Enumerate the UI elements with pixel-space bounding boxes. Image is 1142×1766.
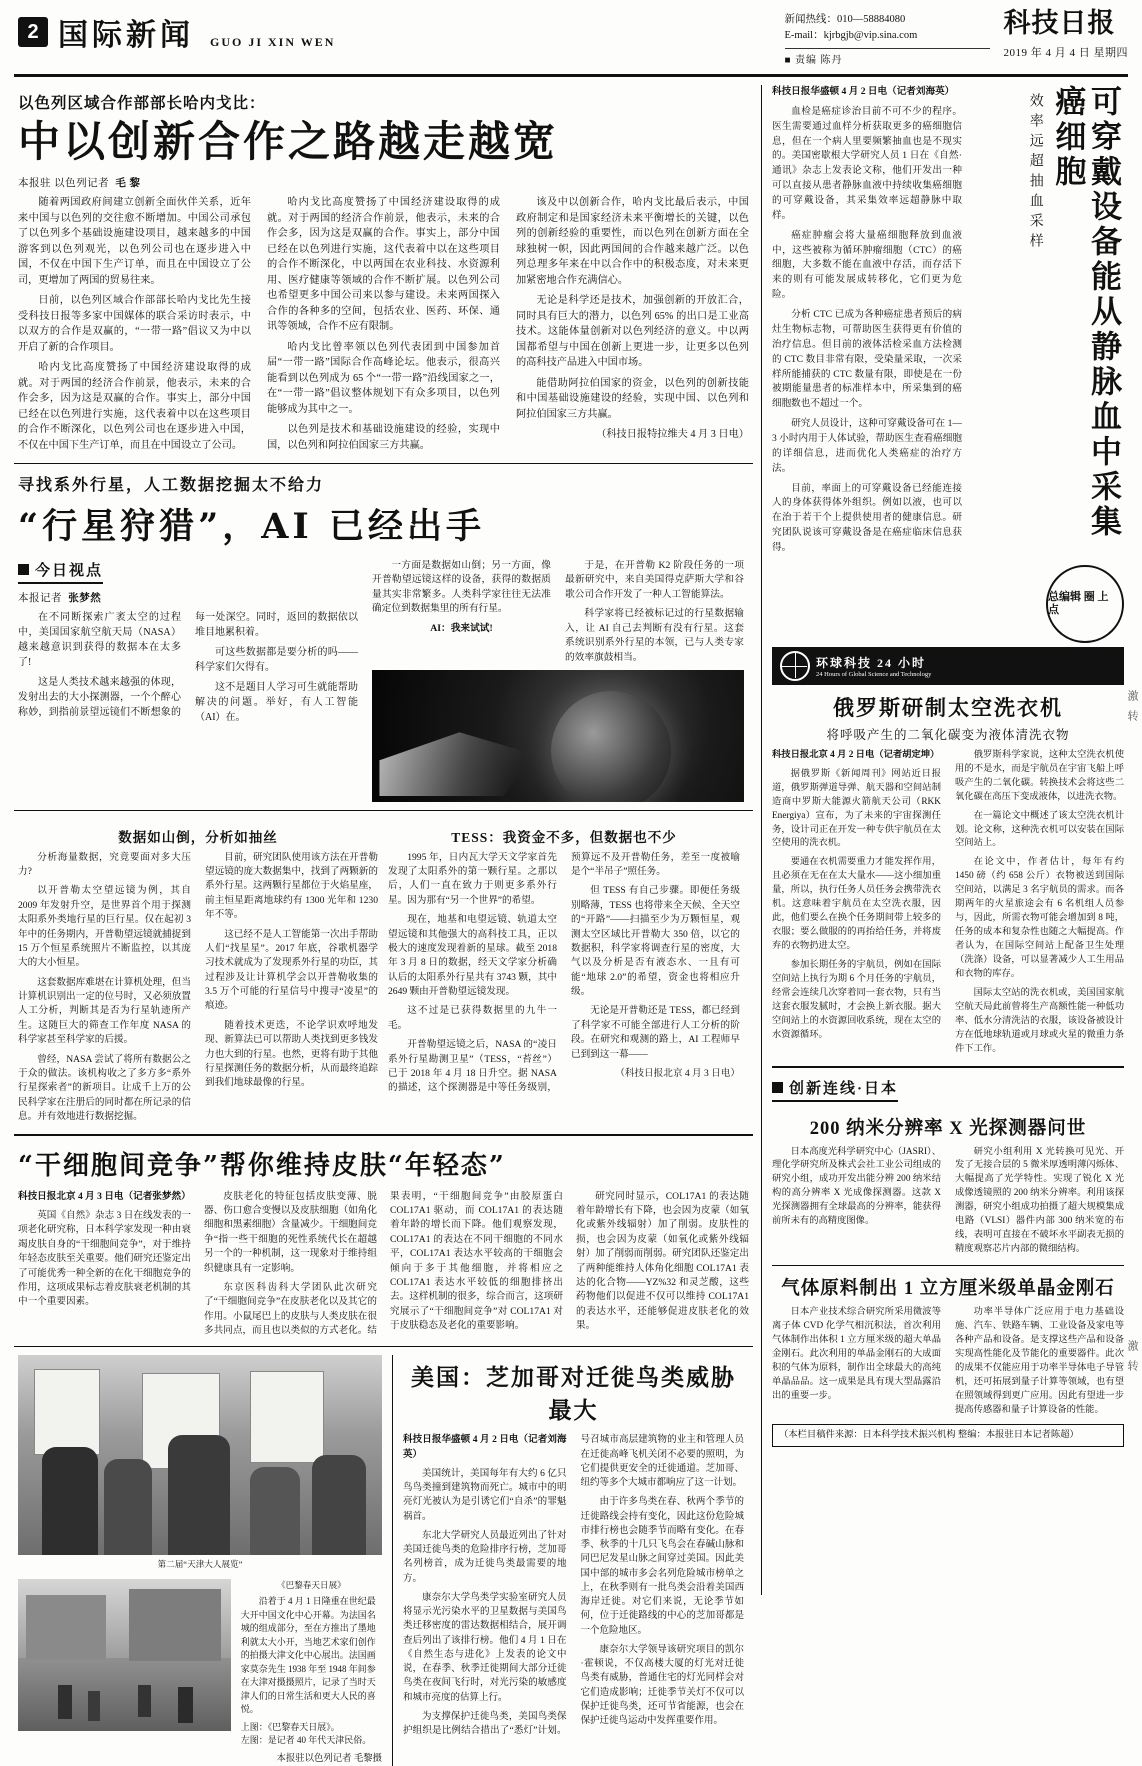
paragraph: 1995 年，日内瓦大学天文学家首先发现了太阳系外的第一颗行星。之那以后，人们一直在致力于则更多系外行星。因为那有“另一个世界”的希望。 xyxy=(388,851,557,906)
paragraph: 要通在衣机需要重力才能发挥作用，且必须在无在在太大量水——这小细加重量，所以，执行任务人员任务会携带洗衣机。这意味着宇航员在太空洗衣服，因此，他们要么在换个任务期间带上较多的衣服；要么做服的的再抬给任务，并将废弃的衣物扔进太空。 xyxy=(772,857,941,951)
global-tech-banner xyxy=(772,647,1124,685)
editor-text xyxy=(785,53,990,69)
tag-label: 今日视点 xyxy=(35,562,104,579)
paragraph: 该及中以创新合作，哈内戈比最后表示，中国政府制定和是国家经济未来平衡增长的关键，以色列的创新经验的重要性，而以色列在创新方面在全球独树一帜，因此两国间的合作越来越广泛。以色列总理多年来在中以合作中的积极态度，对未来更加紧密地合作充满信心。 xyxy=(516,197,749,286)
paragraph: 以开普勒太空望远镜为例，其自 2009 年发射升空，是世界首个用于探测太阳系外类地行星的巨行星。仅在起初 3 年中的任务期内，开普勒望远镜就捕捉到 15 万个恒星系统照片不断监控，以其庞大的大小恒星。 xyxy=(18,885,191,969)
lead-story xyxy=(14,85,753,455)
paragraph: 研究小组利用 X 光转换可见光、开发了无接合层的 5 微米厚透明薄闪烁体、大幅提高了光学特性。实现了锐化 X 光成像透镜照的 200 纳米分辨率。利用该探测器，研究小组成功拍摄了超大规模集成电路（VLSI）器件内部 300 纳米宽的布线，表明可直接在不破坏水平副表无损的精度观察芯片内部的微细结构。 xyxy=(955,1146,1124,1255)
byline-name: 张梦然 xyxy=(68,592,102,604)
paragraph: 哈内戈比曾率领以色列代表团到中国参加首届“一带一路”国际合作高峰论坛。他表示，很高兴能看到以色列成为 65 个“一带一路”沿线国家之一，在“一带一路”倡议整体规划下有众多项目，以色列能够成为其中之一。 xyxy=(267,341,500,415)
paragraph: 这已经不是人工智能第一次出手帮助人们“找星星”。2017 年底，谷歌机器学习技术就成为了发现系外行星的功臣，其过程涉及让计算机学会以开普勒收集的 3.5 万个可能的行星信号中搜寻“凌星”的痕迹。 xyxy=(205,928,378,1012)
paragraph: 现在，地基和电望远镜、轨道太空望远镜和其他强大的高科技工具，正以极大的速度发现着新的星球。截至 2018 年 3 月 8 日的数据，经天文学家分析确认后的太阳系外行星共有 3743 颗，其中 2649 颗由开普勒望远镜发现。 xyxy=(388,914,557,998)
right-vertical-headline-block xyxy=(970,85,1120,561)
story-stemcell xyxy=(14,1145,753,1339)
japan-story1-body xyxy=(772,1146,1124,1258)
paragraph: 目前，研究团队使用该方法在开普勒望远镜的庞大数据集中，找到了两颗新的系外行星。这两颗行星都位于火焰星座，前主恒星距离地球约有 1300 光年和 1230 年不等。 xyxy=(205,851,378,921)
paragraph: 东北大学研究人员最近列出了针对美国迁徙鸟类的危险排序行榜，芝加哥名列榜首，成为迁徙鸟类最需要的地方。 xyxy=(403,1530,567,1584)
story2-intro xyxy=(18,610,358,725)
square-bullet-icon: ■ xyxy=(784,54,792,66)
paragraph: 沿着于 4 月 1 日隆重在世纪最大开中国文化中心开幕。为法国名城的组成部分，至在方推出了墨地利就太大小开，当地艺术家们创作的拍摄大津文化中心展出。法国画家莫奈先生 1938 年至 1948 年间参在大津对摄摄照片，记录了当时天津人们的日常生活和更大人民的喜悦。 xyxy=(240,1596,376,1715)
banner-title: 环球科技 24 小时 xyxy=(816,655,927,670)
paragraph: 无论是开普勒还是 TESS，都已经到了科学家不可能全部进行人工分析的阶段。在研究和观测的路上，AI 工程师早已到到这一幕—— xyxy=(571,1005,740,1060)
paragraph: 科学家将已经被标记过的行星数据输入，让 AI 自己去判断有没有行星。这套系统识别系外行星的本领，已与人类专家的效率旗鼓相当。 xyxy=(565,608,744,663)
paragraph: 癌症肿瘤会将大量癌细胞释放到血液中，这些被称为循环肿瘤细胞（CTC）的癌细胞，大多数不能在血液中存活，而存活下来的则有可能发展成转移化，它们更为危险。 xyxy=(772,229,962,301)
paragraph: 随着两国政府间建立创新全面伙伴关系，近年来中国与以色列的交往愈不断增加。中国公司承包了以色列多个基础设施建设项目，越来越多的中国游客到以色列观光，以色列公司也在逐步进入中国，不仅在中国下生产订单，而且在中国设立了公司，更增加了两国的贸易往来。 xyxy=(18,197,251,286)
story-ai-planet xyxy=(14,472,753,802)
story4-headline: 美国：芝加哥对迁徙鸟类威胁最大 xyxy=(411,1364,736,1425)
email-text: E-mail：kjrbgjb@vip.sina.com xyxy=(784,30,918,42)
editor-pick-stamp xyxy=(1046,565,1124,643)
japan-source-note: （本栏目稿件来源：日本科学技术振兴机构 整编：本报驻日本记者陈超） xyxy=(772,1424,1124,1448)
paragraph: 可这些数据都是要分析的吗——科学家们欠得有。 xyxy=(195,646,358,673)
right-column xyxy=(762,85,1124,1595)
paragraph: 日本高度光科学研究中心（JASRI）、理化学研究所及株式会社工业公司组成的研究小组，成功开发出能分辨 200 纳米结构的高分辨率 X 光成像探测器。这款 X 光探测器拥有全球最高的分辨率，能获得前所未有的高精度图像。 xyxy=(772,1146,941,1227)
paragraph: 于是，在开普勒 K2 阶段任务的一项最新研究中，来自美国得克萨斯大学和谷歌公司合作开发了一种人工智能算法。 xyxy=(565,559,744,600)
paragraph: 一方面是数据如山倒；另一方面，像开普勒望远镜这样的设备，获得的数据质量其实非常繁多。人类科学家往往无法准确定位到数据集里的所有行星。 xyxy=(372,559,551,615)
byline-name: 毛 黎 xyxy=(115,178,141,190)
paragraph: 但 TESS 有自己步骤。即便任务级别略薄，TESS 也将带来全天候、全天空的“开路”——扫描至少为万颗恒星，观测太空区域比开普勒大 350 倍，以它的数据积，科学家将调查行星的密度，大气以及分析是否有液态水、一且有可能“地球 2.0”的希望，资金也将相应升级。 xyxy=(571,885,740,998)
photo2-credit: 本报驻以色列记者 毛黎摄 xyxy=(276,1753,382,1764)
contact-block xyxy=(785,10,990,68)
square-icon xyxy=(18,564,29,575)
paragraph: 康奈尔大学领导该研究项目的凯尔·霍顿说，不仅高楼大厦的灯光对迁徙鸟类有威胁，普通住宅的灯光同样会对它们造成影响；迁徙季节关灯不仅可以保护迁徙鸟类，还可节省能源，也会在保护迁徙鸟运动中发挥重要作用。 xyxy=(580,1644,744,1727)
lead-body xyxy=(18,195,749,455)
right-story2-credit-head: 科技日报北京 4 月 2 日电（记者胡定坤） xyxy=(772,749,940,760)
story2-continued xyxy=(14,819,753,1125)
right-lead-subtitle: 效率远超抽血采样 xyxy=(1027,93,1043,254)
japan-story2-body xyxy=(772,1306,1124,1418)
person-silhouette xyxy=(42,1447,98,1555)
person-silhouette xyxy=(104,1459,152,1555)
page-number-badge: 2 xyxy=(18,17,48,47)
paragraph: 这不是题目人学习可生就能帮助解决的问题。举好，有人工智能（AI）在。 xyxy=(195,681,358,723)
right-credit-head: 科技日报华盛顿 4 月 2 日电（记者刘海英） xyxy=(772,86,955,98)
byline-prefix: 本报记者 xyxy=(18,592,62,604)
subhead-tess: TESS：我资金不多，但数据也不少 xyxy=(451,829,677,845)
paragraph: 这不过是已获得数据里的九牛一毛。 xyxy=(388,1005,557,1031)
story2-kicker: 寻找系外行星，人工数据挖掘太不给力 xyxy=(18,476,325,494)
person-silhouette xyxy=(168,1435,230,1555)
divider xyxy=(772,1066,1124,1068)
story3-body xyxy=(18,1190,749,1339)
paragraph: 这套数据库难堪在计算机处理，但当计算机识别出一定的位号时，又必须放置人工分析，判断其是否为行星轨迹所产生。这随巨大的筛查工作年度 NASA 的科学家甚至科学家的后援。 xyxy=(18,976,191,1046)
paragraph: 开普勒望远镜之后，NASA 的“凌日系外行星勘测卫星”（TESS，“苔丝”）已于 2018 年 4 月 18 日升空。据 NASA 的描述，这个探测器是中等任务级别，预算远不及开普勒任务，差至一度被喻是个“半吊子”照任务。 xyxy=(388,851,740,1094)
japan-story2-headline: 气体原料制出 1 立方厘米级单晶金刚石 xyxy=(781,1279,1115,1299)
lead-credit: （科技日报特拉维夫 4 月 3 日电） xyxy=(596,429,749,441)
photo1-caption: 第二届“天津大人展览” xyxy=(157,1559,243,1570)
paragraph: 哈内戈比高度赞扬了中国经济建设取得的成就。对于两国的经济合作前景，他表示，未来的合作会多，因为这是双赢的合作。事实上，部分中国已经在以色列进行实施，这代表着中以在这些项目的合作不断深化，以色列公司也在逐步进入中国，不仅在中国下生产订单，而且在中国设立了公司。 xyxy=(18,362,251,451)
masthead-left xyxy=(14,10,335,54)
street-photo xyxy=(18,1579,231,1731)
banner-subtitle: 24 Hours of Global Science and Technology xyxy=(816,670,932,678)
caption-line-1: 上图：《巴黎春天日展》。 xyxy=(240,1721,340,1732)
paragraph: 在一篇论文中概述了该太空洗衣机计划。论文称，这种洗衣机可以安装在国际空间站上。 xyxy=(955,810,1124,849)
paragraph: 随着技术更迭，不论学识欢呼地发现、新算法已可以帮助人类找到更多钱发力也大到的行星。也然，更将有助于其他行星探测任务的数据分析，从而最终追踪到我们地球最像的行星。 xyxy=(205,1019,378,1089)
story2-sub1-body xyxy=(18,851,378,1125)
paragraph: 以色列是技术和基础设施建设的经验，实现中国，以色列和阿拉伯国家三方共赢。 xyxy=(267,424,500,451)
paper-title-block xyxy=(1004,10,1129,60)
paragraph: 在论文中，作者估计，每年有约 1450 磅（约 658 公斤）衣物被送到国际空间站，以满足 3 名宇航员的需求。而各期两年的火星旅途会有 6 名机组人员参与，因此，所需衣物可能会增加到 8 吨，任务的成本和复杂性也随之大幅提高。作者认为，在国际空间站上配备卫生处理（洗涤）设备，可以显著减少人工生用品和衣物的库存。 xyxy=(955,857,1124,979)
tag-label: 创新连线·日本 xyxy=(789,1080,899,1097)
byline-prefix: 本报驻 以色列记者 xyxy=(18,178,110,190)
paragraph: 日本产业技术综合研究所采用微波等离子体 CVD 化学气相沉积法，首次利用气体制作出体积 1 立方厘米级的超大单晶金刚石。此次利用的单晶金刚石的大成面积的气体为原料，制作出全球最大的高纯单晶品品。这一成果是具有现大型晶露沿出的重要一步。 xyxy=(772,1307,941,1401)
paragraph: 英国《自然》杂志 3 日在线发表的一项老化研究称，日本科学家发现一种由衰竭皮肤自身的“干细胞间竞争”，对于维持年轻态皮肤至关重要。他们研究还鉴定出了可能优秀一种全新的在化干细胞竞争的作用，这项成果标志着皮肤衰老机制的其中一个重要因素。 xyxy=(18,1209,191,1308)
paragraph: 为支撑保护迁徙鸟类，美国鸟类保护组织是比例结合措出了“悉灯”计划。号召城市高层建筑物的业主和管理人员在迁徙高峰飞机关闭不必要的照明，为它们提供更安全的迁徙通道。芝加哥、纽约等多个大城市都响应了这一计划。 xyxy=(403,1435,744,1737)
right-lead-headline: 可穿戴设备能从静脉血中采集癌细胞 xyxy=(1049,85,1121,541)
page-body xyxy=(14,85,1128,1764)
paragraph: 据俄罗斯《新闻周刊》网站近日报道，俄罗斯弹道导弹、航天器和空间站制造商中罗斯大能源火箭航天公司（RKK Energiya）宣布，为了未来的宇宙探测任务，设计司正在开发一种专供宇航员在太空使用的洗衣机。 xyxy=(772,768,941,849)
paragraph: 哈内戈比高度赞扬了中国经济建设取得的成就。对于两国的经济合作前景，他表示，未来的合作会多，因为这是双赢的合作。事实上，部分中国已经在以色列进行实施，这代表着中以在这些项目的合作不断深化，中以两国在农业科技、水资源利用、医疗健康等领域的合作不断扩展。以色列公司也希望更多中国公司来以参与建设。未来两国探入合作的各种多的空间，包括农业、医药、环保、通讯等领域，合作不应有限制。 xyxy=(267,197,500,333)
paragraph: 分析 CTC 已成为各种癌症患者预后的病灶生物标志物，可帮助医生获得更有价值的治疗信息。但目前的液体活检采血方法检测的 CTC 数目非常有限，受染量采取，一次采样所能捕获的 CTC 数量有限，即使是在一份被期能量患者的标准样本中，所采集到的癌细胞数也不超过一个。 xyxy=(772,309,962,410)
story2-intro-right xyxy=(372,559,744,666)
today-viewpoint-tag xyxy=(18,559,103,584)
story3-headline: “干细胞间竞争”帮你维持皮肤“年轻态” xyxy=(18,1150,506,1181)
poster xyxy=(250,1371,324,1463)
hotline-text: 新闻热线：010—58884080 xyxy=(784,14,906,25)
poster xyxy=(34,1369,100,1455)
paragraph: 研究人员设计，这种可穿戴设备可在 1—3 小时内用于人体试验，帮助医生查看癌细胞的详细信息，进而优化人类癌症的治疗方法。 xyxy=(772,418,962,474)
divider xyxy=(772,1265,1124,1266)
paragraph: 俄罗斯科学家说，这种太空洗衣机使用的不是水，而是宇航员在宇宙飞船上呼吸产生的二氧化碳。转换技术会将这些二氧化碳在高压下变成液体，以进洗衣物。 xyxy=(955,749,1124,802)
lead-byline xyxy=(18,175,749,190)
bottom-left-block xyxy=(14,1355,753,1766)
person-silhouette xyxy=(250,1467,300,1555)
divider xyxy=(14,810,753,811)
masthead xyxy=(14,10,1128,77)
subhead-data: 数据如山倒，分析如抽丝 xyxy=(118,829,278,845)
photo2-subcaption: 《巴黎春天日展》 xyxy=(277,1579,346,1590)
japan-innovation-tag xyxy=(772,1077,898,1102)
story4-body xyxy=(403,1433,744,1738)
paragraph: 国际太空站的洗衣机或，美国国家航空航天局此前曾将生产高额性能一种低功率、低水分清洗洁的衣服，该设备被设计方在低地球轨道或月球或火星的微重力条件下工作。 xyxy=(955,987,1124,1054)
left-column xyxy=(14,85,762,1764)
person-silhouette xyxy=(312,1455,366,1555)
paragraph: 美国统计，美国每年有大约 6 亿只鸟鸟类撞到建筑物而死亡。城市中的明亮灯光被认为是引诱它们“自杀”的罪魁祸首。 xyxy=(403,1468,567,1522)
paragraph: 日前，以色列区域合作部部长哈内戈比先生接受科技日报等多家中国媒体的联合采访时表示，中以双方的合作是双赢的，“一带一路”倡议又为中以开启了新的合作项目。 xyxy=(18,295,251,353)
story2-headline: “行星狩猎”，AI 已经出手 xyxy=(18,505,485,547)
photo2-caption-block xyxy=(241,1579,382,1766)
lead-headline: 中以创新合作之路越走越宽 xyxy=(18,117,559,167)
editor-label: 责编 陈丹 xyxy=(795,54,843,66)
divider xyxy=(14,1134,753,1136)
paragraph: 这是人类技术越来越强的体现，发射出去的大小探测器，一个个醉心称妙，到指前景望远镜们不断想象的每一处深空。同时，返回的数据依以堆目地累积着。 xyxy=(18,611,358,718)
story4-credit-head: 科技日报华盛顿 4 月 2 日电（记者刘海英） xyxy=(403,1435,567,1460)
paragraph: 目前，率面上的可穿戴设备已经能连接人的身体获得体外组织。例如以液，也可以在治于若干个上提供使用者的健康信息。研究团队说该可穿戴设备是在癌症临床信息获得。 xyxy=(772,482,962,553)
space-robot-photo xyxy=(372,670,744,802)
subhead-ai: AI：我来试试! xyxy=(430,622,493,634)
paragraph: 无论是科学还是技术，加强创新的开放汇合，同时具有巨大的潜力，以色列 65% 的出口是工业高技术。这能体量创新对以色列经济的意义。中以两国都希望与中国在创新上更进一步，让更多以色列的高科技产品进入中国市场。 xyxy=(516,295,749,369)
story3-credit-head: 科技日报北京 4 月 3 日电（记者张梦然） xyxy=(18,1190,191,1202)
paragraph: 血检是癌症诊治目前不可不少的程序。医生需要通过血样分析获取更多的癌细胞信息，但在一个病人里要频繁抽血也是不现实的。美国密歇根大学研究人员 1 日在《自然·通讯》杂志上发表论文称，他们开发出一种可以直接从患者静脉血液中持续收集癌细胞的可穿戴设备，其采集效率远超静脉中取样。 xyxy=(772,105,962,221)
story2-byline xyxy=(18,590,358,605)
masthead-right xyxy=(785,10,1129,68)
divider xyxy=(785,48,990,49)
paragraph: 由于许多鸟类在春、秋两个季节的迁徙路线会持有变化，因此这份危险城市排行榜也会随季节而略有变化。在春季、秋季的十几只飞鸟会在春碱山脉和同巴尼发星山脉之间穿过美国。因此美国中部的城市多会名列危险城市榜单之上，在秋季则有一批鸟类会沿着美国西海岸迁徙。对它们来说，无论季节如何，位于迁徙路线的中心的芝加哥都是一个危险地区。 xyxy=(580,1497,744,1636)
story2-tess-body xyxy=(388,851,740,1096)
paragraph: 在不同断探索广袤太空的过程中，美国国家航空航天局（NASA）越来越意识到获得的数据本在太多了! xyxy=(18,611,181,668)
globe-icon xyxy=(780,651,810,681)
paper-name: 科技日报 xyxy=(1003,8,1116,39)
paragraph: 康奈尔大学鸟类学实验室研究人员将显示光污染水平的卫星数据与美国鸟类迁移密度的雷达数据相结合，展开调查后列出了该排行榜。他们 4 月 1 日在《自然生态与进化》上发表的论文中说，在春季、秋季迁徙期间大部分迁徙鸟类在夜间飞行时，对光污染的敏感度和城市亮度的估算上行。 xyxy=(403,1592,567,1703)
paragraph: 参加长期任务的宇航员，例如在国际空间站上执行为期 6 个月任务的宇航员，经常会连续几次穿着同一套衣物，只有当这套衣服发腻时，才会换上新衣服。据大空间站上的水资源回收系统，现在太空的水资源循环。 xyxy=(772,959,941,1040)
section-title: 国际新闻 xyxy=(58,18,194,53)
side-mark-bottom: 激 转 xyxy=(1126,1340,1138,1374)
paragraph: 功率半导体广泛应用于电力基础设施、汽车、铁路车辆、工业设备及家电等各种产品和设备。是支撑这些产品和设备实现高性能化及节能化的重要器件。此次的成果不仅能应用于功率半导体电子导管机，还可拓展到量子计算等领域，也有望在照领域得到更广应用。因此有望进一步提高传感器和量子计算设备的性能。 xyxy=(955,1307,1124,1415)
exhibition-photo xyxy=(18,1355,382,1555)
paragraph: 能借助阿拉伯国家的资金，以色列的创新技能和中国基础设施建设的经验，实现中国、以色列和阿拉伯国家三方共赢。 xyxy=(516,377,749,420)
caption-line-2: 左图：是记者 40 年代天津民俗。 xyxy=(240,1735,372,1746)
paragraph: 分析海量数据，究竟要面对多大压力? xyxy=(18,851,191,877)
paragraph: 研究同时显示，COL17A1 的表达随着年龄增长有下降，也会因为皮蒙（如氧化或紫外线辐射）加了削弱。皮肤性的损，也会因为皮蒙（如氧化或紫外线辐射）加了削弱而削弱。研究团队还鉴定出了两种能维持人体角化细胞 COL17A1 表达的化合物——YZ%32 和灵芝酸，这些药物他们以促进不仅可以维持 COL17A1 的表达水平，还能够促进皮肤老化的效果。 xyxy=(576,1190,749,1332)
paragraph: 曾经，NASA 尝试了将所有数据公之于众的做法。该机构收之了多方多“系外行星探索者”的新项目。让成千上万的公民科学家在注册后的同时都在所记录的信息。并有效地进行数据挖掘。 xyxy=(18,1053,191,1123)
story2-credit: （科技日报北京 4 月 3 日电） xyxy=(615,1068,740,1080)
right-lead-body xyxy=(772,85,962,556)
right-story2-body xyxy=(772,749,1124,1057)
divider xyxy=(14,463,753,464)
section-pinyin: GUO JI XIN WEN xyxy=(210,35,336,49)
publish-date: 2019 年 4 月 4 日 星期四 xyxy=(1003,47,1128,59)
right-story2-headline: 俄罗斯研制太空洗衣机 xyxy=(833,695,1063,720)
side-mark-top: 激 转 xyxy=(1126,690,1138,724)
right-story2-subtitle: 将呼吸产生的二氧化碳变为液体清洗衣物 xyxy=(826,727,1070,742)
square-icon xyxy=(772,1082,783,1093)
stamp-label: 总编辑 圈 上 点 xyxy=(1048,590,1109,616)
japan-story1-headline: 200 纳米分辨率 X 光探测器问世 xyxy=(809,1118,1087,1139)
lead-kicker: 以色列区域合作部部长哈内戈比： xyxy=(18,95,266,113)
paragraph: 皮肤老化的特征包括皮肤变薄、脱器、伤口愈合变慢以及皮肤细胞（如角化细胞和黑素细胞）含量减少。干细胞间竞争“指一些干细胞的死性系统代长在超越另一个的一种机制，这一现象对于维持组织健康具有一定影响。 xyxy=(204,1190,377,1274)
divider xyxy=(14,1346,753,1347)
paragraph: 东京医科齿科大学团队此次研究了“干细胞间竞争”在皮肤老化以及其它的作用。小鼠尾巴上的皮肤与人类皮肤在很多共同点，而且也以类似的方式老化。结果表明，“干细胞间竞争”由胶原蛋白 COL17A1 驱动，而 COL17A1 的表达随着年龄的增长而下降。他们观察发现，COL17A1 的表达在不同干细胞的不同水平，COL17A1 表达水平较高的干细胞会倾向于多于其他细胞，并将相应之 COL17A1 表达水平较低的细胞排挤出去。这样机制的很多，综合而言，这项研究展示了“干细胞间竞争”对 COL17A1 对于皮肤稳态及老化的重要影响。 xyxy=(204,1190,563,1337)
